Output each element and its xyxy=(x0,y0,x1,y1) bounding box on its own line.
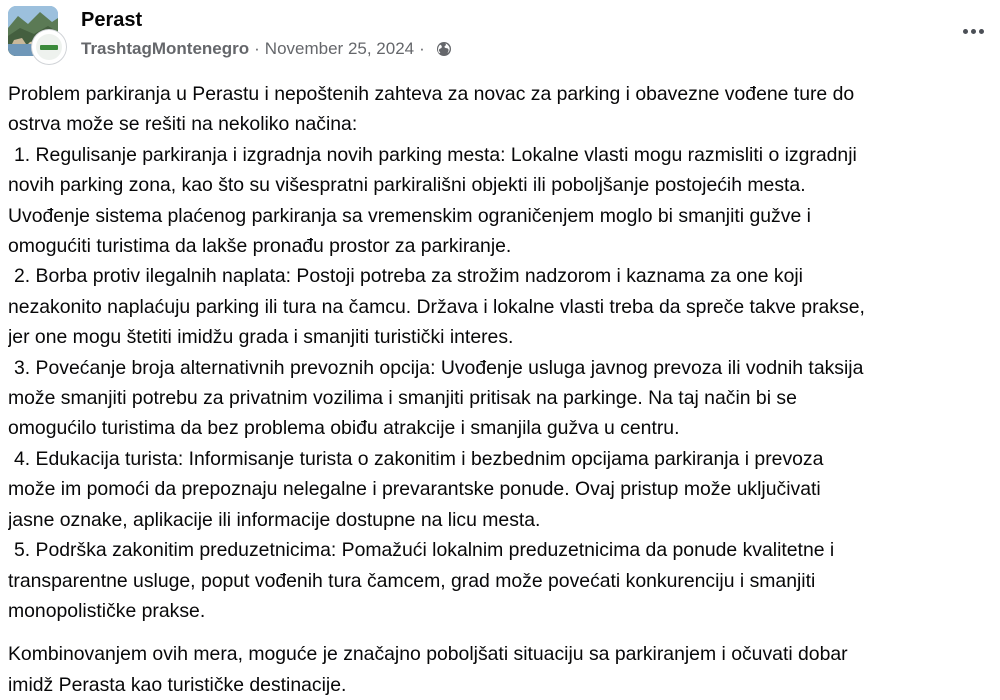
more-options-button[interactable] xyxy=(958,20,988,42)
meta-separator: · xyxy=(254,39,260,58)
post-date[interactable]: November 25, 2024 xyxy=(264,39,415,58)
meta-separator-2: · xyxy=(419,39,425,58)
list-item-1 xyxy=(8,140,994,262)
author-avatar[interactable] xyxy=(32,30,66,64)
text-line: 1. Regulisanje parkiranja i izgradnja novih parking mesta: Lokalne vlasti mogu razmisliti o izgradnji xyxy=(14,143,857,166)
text-line: monopolističke prakse. xyxy=(8,599,206,622)
globe-icon[interactable] xyxy=(436,41,452,57)
text-line: imidž Perasta kao turističke destinacije. xyxy=(8,673,347,696)
text-line: 5. Podrška zakonitim preduzetnicima: Pomažući lokalnim preduzetnicima da ponude kvalitetne i xyxy=(14,539,835,562)
text-line: 4. Edukacija turista: Informisanje turista o zakonitim i bezbednim opcijama parkiranja i prevoza xyxy=(14,447,824,470)
post-header xyxy=(8,6,992,64)
text-line: omogućilo turistima da bez problema obiđu atrakcije i smanjila gužva u centru. xyxy=(8,417,680,440)
text-line: transparentne usluge, poput vođenih tura čamcem, grad može povećati konkurenciju i smanjiti xyxy=(8,569,816,592)
text-line: Problem parkiranja u Perastu i nepoštenih zahteva za novac za parking i obavezne vođene ture do xyxy=(8,83,855,105)
list-item-2 xyxy=(8,261,994,352)
text-line: novih parking zona, kao što su višespratni parkirališni objekti ili poboljšanje postojećih mesta. xyxy=(8,174,806,197)
text-line: nezakonito naplaćuju parking ili tura na čamcu. Država i lokalne vlasti treba da spreče takve prakse, xyxy=(8,295,865,318)
trashtag-logo-icon xyxy=(36,34,62,60)
author-name[interactable]: TrashtagMontenegro xyxy=(81,39,250,58)
text-line: može smanjiti potrebu za privatnim vozilima i smanjiti pritisak na parkinge. Na taj način bi se xyxy=(8,387,797,410)
closing-paragraph xyxy=(8,639,994,700)
text-line: 3. Povećanje broja alternativnih prevoznih opcija: Uvođenje usluga javnog prevoza ili vodnih taksija xyxy=(14,356,864,379)
text-line: jasne oznake, aplikacije ili informacije dostupne na licu mesta. xyxy=(8,508,541,531)
list-item-3 xyxy=(8,353,994,444)
avatar-group[interactable] xyxy=(8,6,68,66)
text-line: Kombinovanjem ovih mera, moguće je značajno poboljšati situaciju sa parkiranjem i očuvati dobar xyxy=(8,643,848,666)
text-line: može im pomoći da prepoznaju nelegalne i prevarantske ponude. Ovaj pristup može uključivati xyxy=(8,478,821,501)
post-text xyxy=(8,79,994,700)
list-item-4 xyxy=(8,444,994,535)
post-meta xyxy=(81,39,452,59)
text-line: omogućiti turistima da lakše pronađu prostor za parkiranje. xyxy=(8,235,512,258)
text-line: 2. Borba protiv ilegalnih naplata: Postoji potreba za strožim nadzorom i kaznama za one koji xyxy=(14,265,803,288)
text-line: jer one mogu štetiti imidžu grada i smanjiti turistički interes. xyxy=(8,326,514,349)
list-item-5 xyxy=(8,535,994,626)
page-name[interactable]: Perast xyxy=(81,9,143,31)
more-horizontal-icon xyxy=(963,29,968,34)
text-line: ostrva može se rešiti na nekoliko načina: xyxy=(8,113,358,136)
intro-paragraph xyxy=(8,79,994,140)
text-line: Uvođenje sistema plaćenog parkiranja sa vremenskim ograničenjem moglo bi smanjiti gužve i xyxy=(8,204,811,227)
